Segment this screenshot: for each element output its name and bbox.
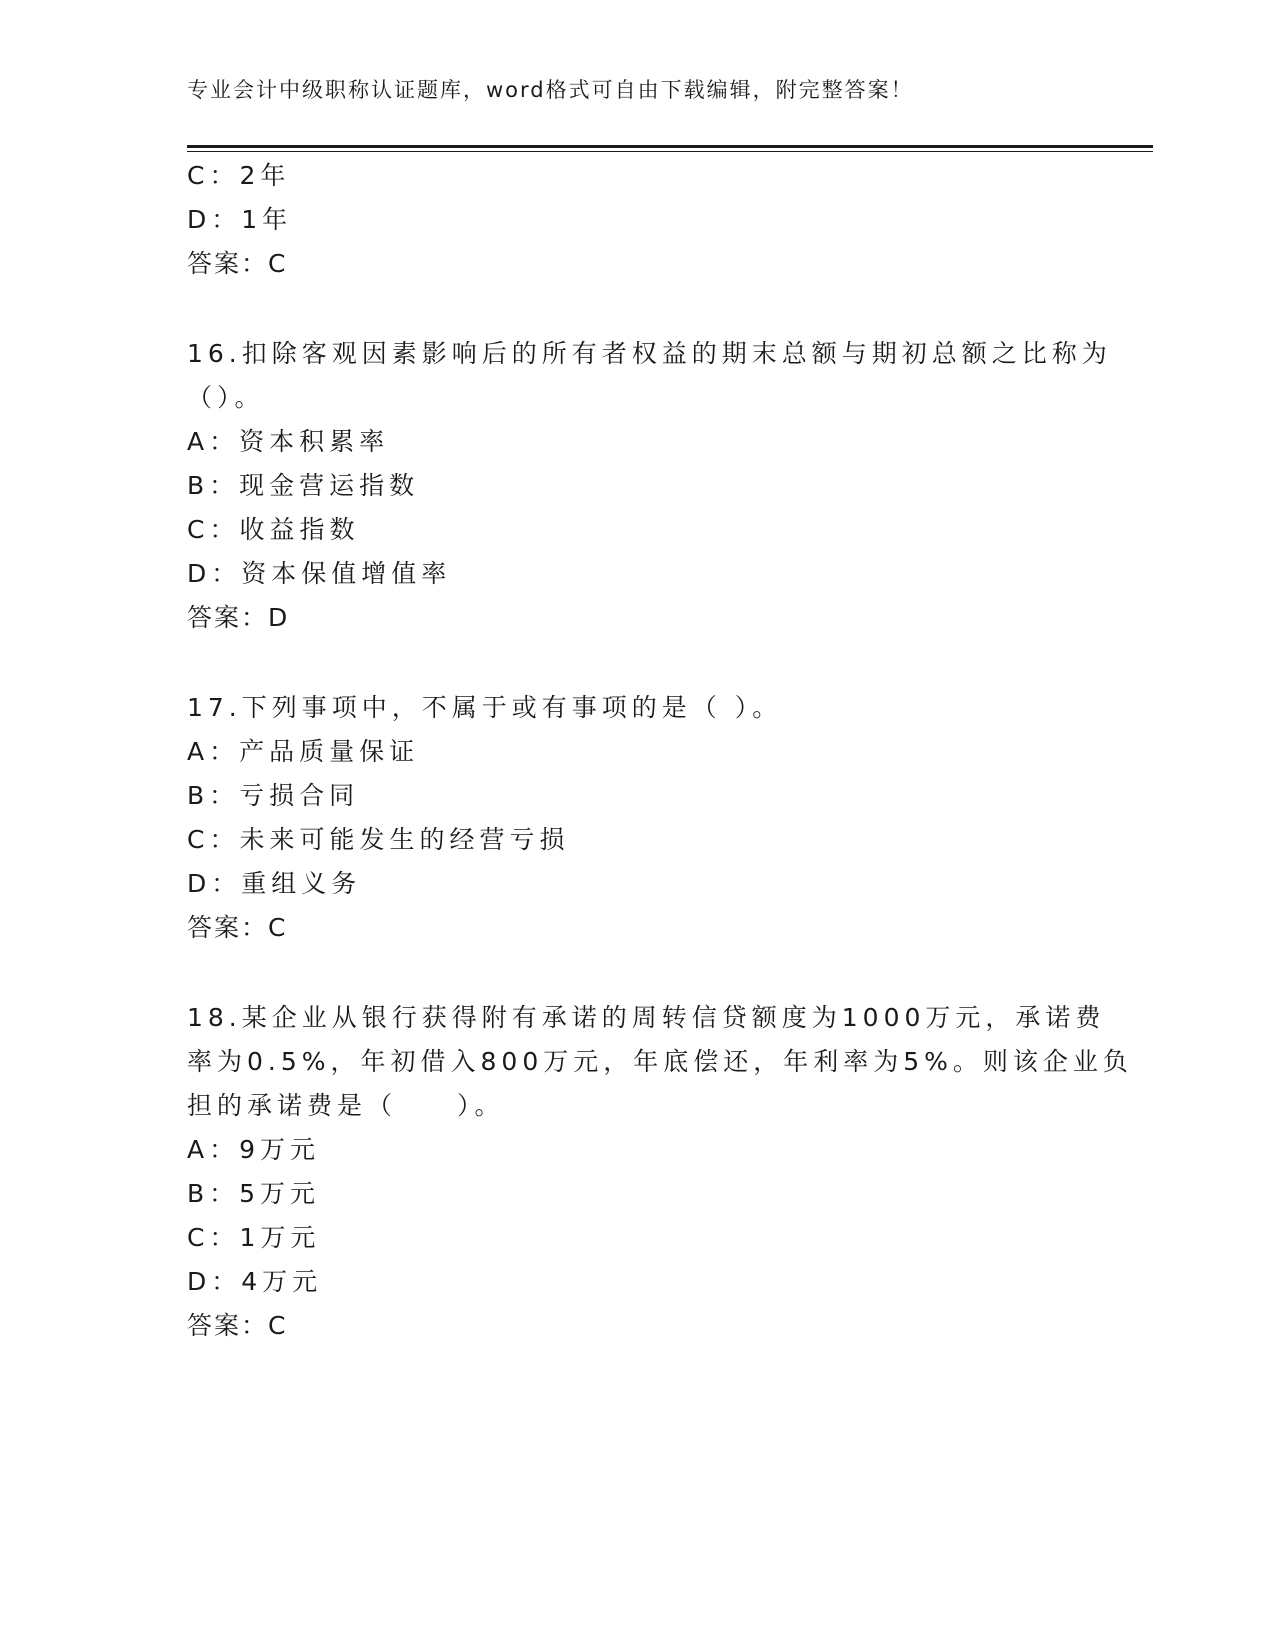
header-divider-thick <box>187 145 1153 148</box>
option-text: 重组义务 <box>241 869 362 898</box>
option-label: D： <box>187 205 242 234</box>
option-label: A： <box>187 427 240 456</box>
answer-label: 答案： <box>187 249 269 278</box>
q17-option-c <box>187 824 569 856</box>
answer-value: C <box>268 1311 287 1340</box>
q18-option-b <box>187 1178 320 1210</box>
q17-option-d <box>187 868 361 900</box>
header-divider-thin <box>187 151 1153 152</box>
q15-answer <box>187 248 286 280</box>
option-label: B： <box>187 781 240 810</box>
option-text: 收益指数 <box>239 515 360 544</box>
option-text: 亏损合同 <box>239 781 360 810</box>
option-label: B： <box>187 1179 240 1208</box>
page-header: 专业会计中级职称认证题库，word格式可自由下载编辑，附完整答案！ <box>187 78 914 102</box>
q15-option-d <box>187 204 292 236</box>
option-label: C： <box>187 825 240 854</box>
option-text: 5万元 <box>239 1179 321 1208</box>
option-label: C： <box>187 515 240 544</box>
q16-option-d <box>187 558 451 590</box>
q17-stem-line-1: 17.下列事项中，不属于或有事项的是（ ）。 <box>187 693 783 722</box>
q18-stem-line-2: 率为0.5%，年初借入800万元，年底偿还，年利率为5%。则该企业负 <box>187 1047 1133 1076</box>
option-label: D： <box>187 559 242 588</box>
option-text: 现金营运指数 <box>239 471 420 500</box>
option-label: C： <box>187 1223 240 1252</box>
answer-label: 答案： <box>187 913 269 942</box>
q16-option-c <box>187 514 359 546</box>
option-label: A： <box>187 737 240 766</box>
q15-option-c <box>187 160 290 192</box>
option-text: 4万元 <box>241 1267 323 1296</box>
option-text: 资本积累率 <box>239 427 390 456</box>
q16-stem-line-1: 16.扣除客观因素影响后的所有者权益的期末总额与期初总额之比称为 <box>187 339 1112 368</box>
answer-value: C <box>268 249 287 278</box>
option-text: 产品质量保证 <box>239 737 420 766</box>
answer-value: D <box>268 603 289 632</box>
option-text: 1万元 <box>239 1223 321 1252</box>
option-text: 2年 <box>239 161 291 190</box>
q17-answer <box>187 912 286 944</box>
answer-label: 答案： <box>187 603 269 632</box>
q17-option-a <box>187 736 419 768</box>
option-label: B： <box>187 471 240 500</box>
option-label: A： <box>187 1135 240 1164</box>
q18-option-a <box>187 1134 320 1166</box>
option-text: 资本保值增值率 <box>241 559 452 588</box>
q18-stem-line-1: 18.某企业从银行获得附有承诺的周转信贷额度为1000万元，承诺费 <box>187 1003 1106 1032</box>
option-label: D： <box>187 869 242 898</box>
q18-option-d <box>187 1266 322 1298</box>
q16-stem-line-2: （）。 <box>187 383 265 412</box>
option-text: 9万元 <box>239 1135 321 1164</box>
answer-label: 答案： <box>187 1311 269 1340</box>
option-text: 未来可能发生的经营亏损 <box>239 825 570 854</box>
answer-value: C <box>268 913 287 942</box>
q16-option-b <box>187 470 419 502</box>
q16-option-a <box>187 426 389 458</box>
option-label: C： <box>187 161 240 190</box>
option-text: 1年 <box>241 205 293 234</box>
q18-stem-line-3: 担的承诺费是（ ）。 <box>187 1091 505 1120</box>
q16-answer <box>187 602 288 634</box>
option-label: D： <box>187 1267 242 1296</box>
q18-option-c <box>187 1222 320 1254</box>
q18-answer <box>187 1310 286 1342</box>
q17-option-b <box>187 780 359 812</box>
